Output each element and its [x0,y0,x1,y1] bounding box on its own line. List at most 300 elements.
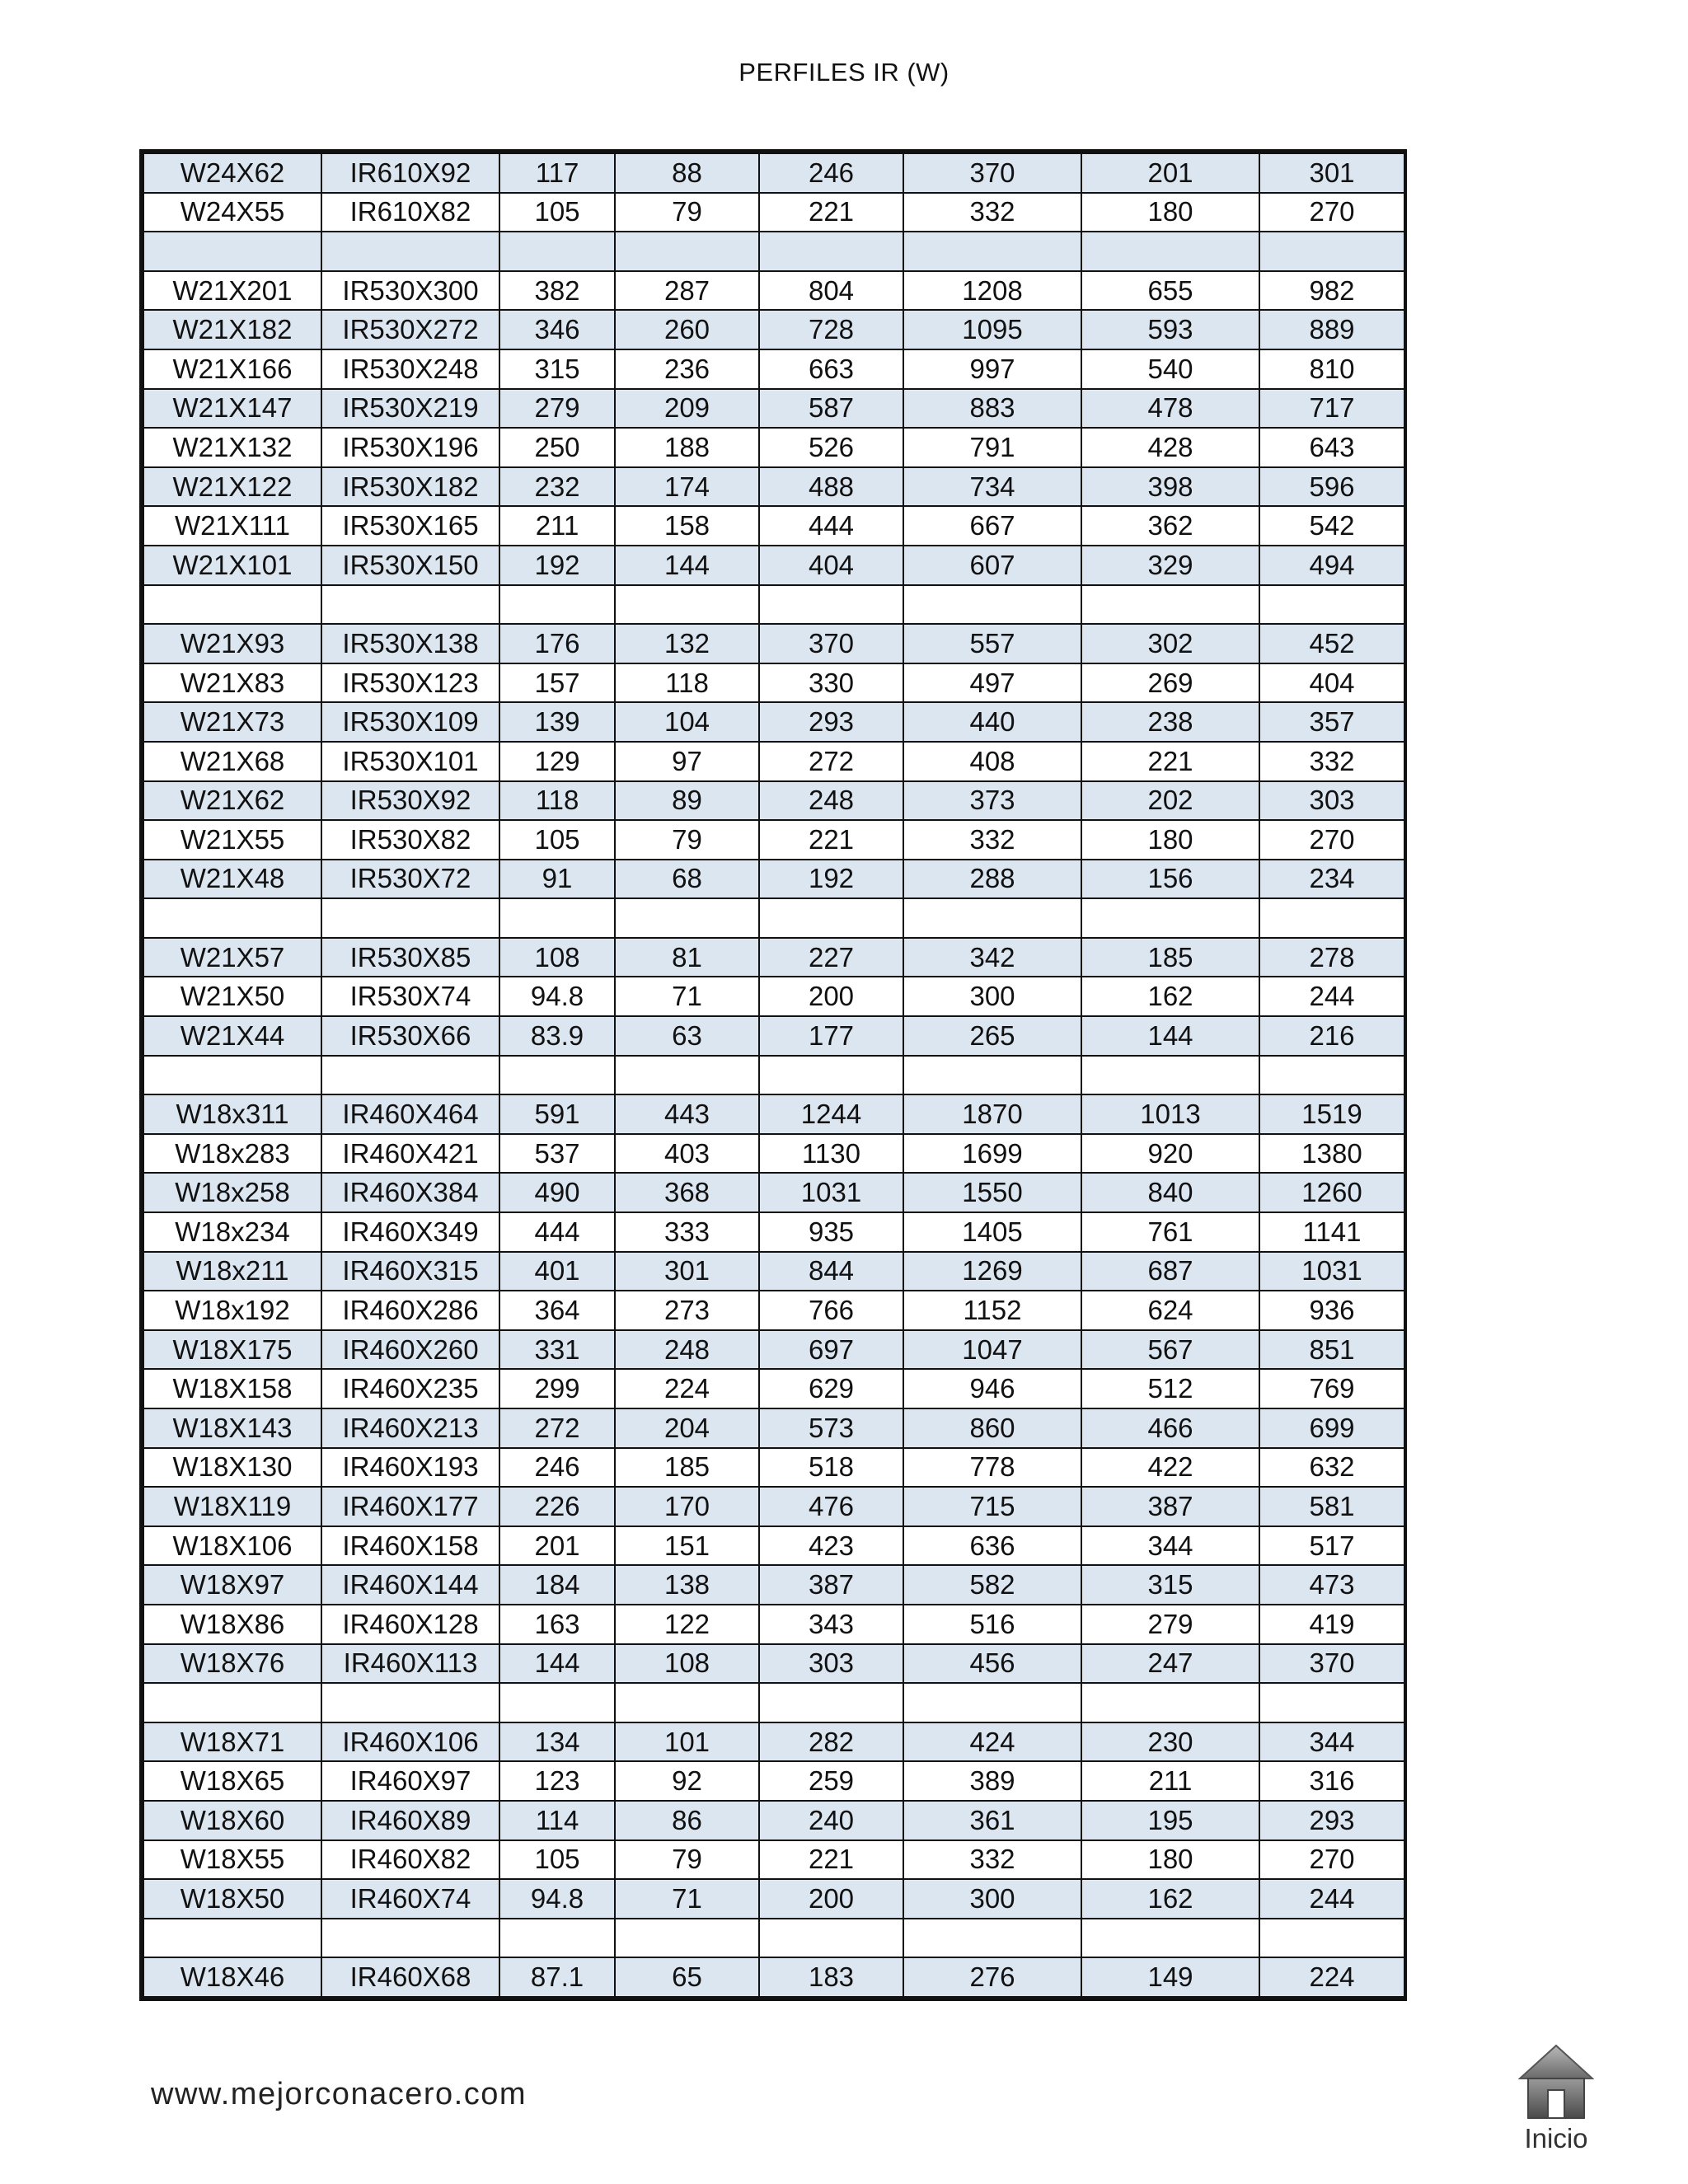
table-spacer-row [143,898,1404,938]
table-cell: 387 [1081,1487,1259,1526]
table-cell: 79 [615,820,759,860]
table-cell: 332 [903,820,1081,860]
table-cell: 79 [615,193,759,232]
table-cell: W21X73 [143,702,321,742]
table-cell: 567 [1081,1330,1259,1370]
table-cell: W24X55 [143,193,321,232]
table-cell: IR530X85 [321,938,499,977]
table-cell: IR460X349 [321,1212,499,1252]
table-cell: 185 [615,1448,759,1488]
table-cell: 183 [759,1957,903,1997]
table-cell: 180 [1081,1840,1259,1880]
table-cell: 176 [499,624,615,663]
table-cell: 108 [615,1644,759,1684]
table-cell: 303 [759,1644,903,1684]
table-cell: 279 [499,389,615,429]
table-cell [759,1919,903,1958]
table-cell: 889 [1259,310,1404,349]
table-cell: 105 [499,193,615,232]
table-cell: 478 [1081,389,1259,429]
table-cell: 92 [615,1761,759,1801]
table-cell: 151 [615,1526,759,1566]
table-row [143,1212,1404,1252]
table-cell [321,1683,499,1722]
table-cell: 272 [499,1408,615,1448]
table-cell [903,898,1081,938]
table-row [143,389,1404,429]
table-cell: W21X68 [143,742,321,781]
table-cell: 88 [615,153,759,193]
table-cell: IR530X74 [321,977,499,1016]
table-cell: 766 [759,1291,903,1330]
table-cell: 185 [1081,938,1259,977]
table-cell [1259,898,1404,938]
table-cell: 97 [615,742,759,781]
table-cell [499,1919,615,1958]
table-cell: IR460X315 [321,1252,499,1291]
table-cell [321,1919,499,1958]
table-cell: 452 [1259,624,1404,663]
table-row [143,1644,1404,1684]
table-cell: 201 [1081,153,1259,193]
table-cell: 516 [903,1605,1081,1644]
table-cell: 180 [1081,193,1259,232]
page-title: PERFILES IR (W) [738,58,950,87]
table-cell: 221 [1081,742,1259,781]
table-cell [1081,898,1259,938]
table-cell: W18X86 [143,1605,321,1644]
table-cell [759,232,903,271]
table-cell: 104 [615,702,759,742]
table-cell: 122 [615,1605,759,1644]
table-cell: 174 [615,467,759,507]
table-cell: 238 [1081,702,1259,742]
table-cell: 94.8 [499,1879,615,1919]
table-cell: 663 [759,349,903,389]
table-cell: IR530X138 [321,624,499,663]
table-cell [903,585,1081,625]
table-cell: 1031 [759,1173,903,1212]
table-cell: 370 [759,624,903,663]
table-cell: 270 [1259,820,1404,860]
table-cell: 329 [1081,546,1259,585]
table-cell: 105 [499,1840,615,1880]
table-cell: 333 [615,1212,759,1252]
table-cell: 332 [1259,742,1404,781]
table-cell: W18x211 [143,1252,321,1291]
table-cell: 935 [759,1212,903,1252]
table-cell: IR460X82 [321,1840,499,1880]
table-cell [759,898,903,938]
table-cell: 587 [759,389,903,429]
table-cell: W18X71 [143,1722,321,1762]
table-row [143,1605,1404,1644]
table-row [143,1801,1404,1840]
table-cell: 269 [1081,663,1259,703]
table-cell: 118 [499,781,615,821]
table-cell: IR460X193 [321,1448,499,1488]
table-row [143,820,1404,860]
table-cell [615,1683,759,1722]
table-cell: 273 [615,1291,759,1330]
table-cell: W21X83 [143,663,321,703]
table-cell: 221 [759,820,903,860]
table-cell: 728 [759,310,903,349]
table-cell: 157 [499,663,615,703]
table-cell: IR530X196 [321,428,499,467]
table-cell: 1380 [1259,1134,1404,1174]
table-row [143,702,1404,742]
table-cell [759,1056,903,1095]
table-cell: 332 [903,193,1081,232]
table-cell: 144 [615,546,759,585]
table-row [143,193,1404,232]
table-cell: W18X60 [143,1801,321,1840]
table-cell: 607 [903,546,1081,585]
table-cell: 248 [759,781,903,821]
table-cell: 188 [615,428,759,467]
table-row [143,742,1404,781]
table-cell: 1260 [1259,1173,1404,1212]
table-cell: 123 [499,1761,615,1801]
table-cell: 315 [1081,1565,1259,1605]
table-cell: 466 [1081,1408,1259,1448]
table-cell: 667 [903,506,1081,546]
table-cell: 278 [1259,938,1404,977]
table-cell [1081,232,1259,271]
table-cell: 1870 [903,1094,1081,1134]
table-cell [759,585,903,625]
table-cell: 404 [1259,663,1404,703]
table-cell: 300 [903,1879,1081,1919]
table-cell: IR530X109 [321,702,499,742]
table-cell: W21X57 [143,938,321,977]
table-cell: W21X93 [143,624,321,663]
table-cell [903,1919,1081,1958]
table-cell: W18X143 [143,1408,321,1448]
table-cell: W18X65 [143,1761,321,1801]
table-cell: 244 [1259,977,1404,1016]
table-cell: 540 [1081,349,1259,389]
table-cell: 370 [903,153,1081,193]
table-cell: 236 [615,349,759,389]
table-cell: 149 [1081,1957,1259,1997]
table-cell: 370 [1259,1644,1404,1684]
table-row [143,860,1404,899]
table-cell: W24X62 [143,153,321,193]
footer-url-link[interactable]: www.mejorconacero.com [151,2077,527,2111]
table-cell: 344 [1081,1526,1259,1566]
table-cell: 272 [759,742,903,781]
table-cell: 1095 [903,310,1081,349]
table-cell: 1013 [1081,1094,1259,1134]
table-cell: 105 [499,820,615,860]
table-cell: 209 [615,389,759,429]
table-cell: W18X46 [143,1957,321,1997]
table-cell: 139 [499,702,615,742]
table-cell: 343 [759,1605,903,1644]
table-cell: IR610X92 [321,153,499,193]
table-cell [321,232,499,271]
table-row [143,1526,1404,1566]
table-cell: 79 [615,1840,759,1880]
table-cell: 211 [1081,1761,1259,1801]
table-cell: IR460X464 [321,1094,499,1134]
table-cell: 170 [615,1487,759,1526]
table-cell: 224 [1259,1957,1404,1997]
table-cell: 1550 [903,1173,1081,1212]
table-cell: 270 [1259,193,1404,232]
table-cell: 810 [1259,349,1404,389]
table-cell: 81 [615,938,759,977]
table-cell: 270 [1259,1840,1404,1880]
table-cell: W21X62 [143,781,321,821]
table-cell: 715 [903,1487,1081,1526]
table-cell: 302 [1081,624,1259,663]
table-cell [1259,1056,1404,1095]
table-cell: W18X130 [143,1448,321,1488]
table-cell: 234 [1259,860,1404,899]
table-cell: 301 [1259,153,1404,193]
table-cell: 227 [759,938,903,977]
table-cell: W21X201 [143,271,321,311]
table-cell: 424 [903,1722,1081,1762]
table-cell: 246 [759,153,903,193]
home-button[interactable] [1515,2042,1597,2154]
table-cell: W18X76 [143,1644,321,1684]
table-cell: 655 [1081,271,1259,311]
table-cell: IR460X177 [321,1487,499,1526]
table-cell: 63 [615,1016,759,1056]
table-cell: 287 [615,271,759,311]
table-cell: 300 [903,977,1081,1016]
table-cell: 456 [903,1644,1081,1684]
table-cell: 221 [759,1840,903,1880]
table-cell: 636 [903,1526,1081,1566]
table-cell: 734 [903,467,1081,507]
table-cell: 162 [1081,1879,1259,1919]
table-cell [499,585,615,625]
table-spacer-row [143,1683,1404,1722]
table-cell: IR460X421 [321,1134,499,1174]
table-cell: 1130 [759,1134,903,1174]
table-cell: 473 [1259,1565,1404,1605]
table-cell [615,1919,759,1958]
table-cell: W18X119 [143,1487,321,1526]
table-cell: 248 [615,1330,759,1370]
table-cell: 997 [903,349,1081,389]
table-cell: 216 [1259,1016,1404,1056]
table-cell: 591 [499,1094,615,1134]
table-row [143,1330,1404,1370]
table-cell: W21X132 [143,428,321,467]
table-row [143,781,1404,821]
table-cell: 138 [615,1565,759,1605]
table-cell: 192 [759,860,903,899]
table-cell: 518 [759,1448,903,1488]
table-cell: 134 [499,1722,615,1762]
table-cell: 860 [903,1408,1081,1448]
table-cell: 596 [1259,467,1404,507]
table-cell: 91 [499,860,615,899]
home-label: Inicio [1524,2123,1588,2154]
table-cell [615,585,759,625]
table-cell: 1208 [903,271,1081,311]
table-cell: 129 [499,742,615,781]
table-row [143,624,1404,663]
table-cell: 265 [903,1016,1081,1056]
table-cell: 259 [759,1761,903,1801]
table-cell: 288 [903,860,1081,899]
table-cell: IR530X219 [321,389,499,429]
table-cell: 387 [759,1565,903,1605]
table-cell: 624 [1081,1291,1259,1330]
table-cell: 162 [1081,977,1259,1016]
table-row [143,1173,1404,1212]
table-cell: 401 [499,1252,615,1291]
table-cell: 293 [1259,1801,1404,1840]
table-cell [499,1683,615,1722]
table-cell: 177 [759,1016,903,1056]
table-cell: 936 [1259,1291,1404,1330]
table-row [143,428,1404,467]
table-cell: W18X158 [143,1369,321,1408]
table-cell: IR530X101 [321,742,499,781]
table-cell [1259,1683,1404,1722]
table-row [143,1840,1404,1880]
table-cell: IR460X384 [321,1173,499,1212]
table-cell: 364 [499,1291,615,1330]
table-cell [1081,1056,1259,1095]
table-cell: 184 [499,1565,615,1605]
table-cell: IR530X72 [321,860,499,899]
table-spacer-row [143,232,1404,271]
table-cell: 697 [759,1330,903,1370]
table-cell: 444 [759,506,903,546]
table-row [143,938,1404,977]
table-cell: 201 [499,1526,615,1566]
table-cell: 542 [1259,506,1404,546]
table-row [143,310,1404,349]
table-cell: 1519 [1259,1094,1404,1134]
table-cell: 373 [903,781,1081,821]
table-cell: IR460X213 [321,1408,499,1448]
table-cell: IR460X235 [321,1369,499,1408]
table-cell: IR460X74 [321,1879,499,1919]
table-cell: 883 [903,389,1081,429]
table-cell [143,898,321,938]
table-cell: 260 [615,310,759,349]
table-cell: 419 [1259,1605,1404,1644]
table-cell: 87.1 [499,1957,615,1997]
table-cell: 101 [615,1722,759,1762]
table-cell [903,232,1081,271]
table-cell: 303 [1259,781,1404,821]
table-cell: 195 [1081,1801,1259,1840]
table-cell: 224 [615,1369,759,1408]
table-cell: 346 [499,310,615,349]
table-cell: 202 [1081,781,1259,821]
table-cell: W21X147 [143,389,321,429]
table-cell: 163 [499,1605,615,1644]
table-cell: 315 [499,349,615,389]
table-cell: 408 [903,742,1081,781]
table-cell: IR460X286 [321,1291,499,1330]
table-cell: IR460X106 [321,1722,499,1762]
table-cell: 851 [1259,1330,1404,1370]
table-cell: 232 [499,467,615,507]
table-cell: 1047 [903,1330,1081,1370]
table-cell: 293 [759,702,903,742]
table-cell: W21X48 [143,860,321,899]
table-cell: 250 [499,428,615,467]
table-cell [1081,1919,1259,1958]
table-cell: 83.9 [499,1016,615,1056]
table-row [143,1879,1404,1919]
table-cell: 490 [499,1173,615,1212]
table-cell: 422 [1081,1448,1259,1488]
table-row [143,663,1404,703]
table-cell: 342 [903,938,1081,977]
table-cell [615,1056,759,1095]
table-cell: W18x234 [143,1212,321,1252]
table-cell: 494 [1259,546,1404,585]
table-row [143,546,1404,585]
table-cell: 537 [499,1134,615,1174]
table-cell: 769 [1259,1369,1404,1408]
table-cell: 132 [615,624,759,663]
table-cell: 68 [615,860,759,899]
table-cell: 332 [903,1840,1081,1880]
table-cell [321,1056,499,1095]
table-cell: 629 [759,1369,903,1408]
table-row [143,1291,1404,1330]
table-cell: 699 [1259,1408,1404,1448]
table-cell: W18X50 [143,1879,321,1919]
table-cell: W21X122 [143,467,321,507]
table-row [143,1448,1404,1488]
table-cell: 440 [903,702,1081,742]
table-cell: 517 [1259,1526,1404,1566]
table-cell: 331 [499,1330,615,1370]
table-cell: 398 [1081,467,1259,507]
table-cell: 1244 [759,1094,903,1134]
table-cell: IR530X82 [321,820,499,860]
table-cell: W21X166 [143,349,321,389]
table-row [143,1565,1404,1605]
table-cell: IR530X150 [321,546,499,585]
table-cell [1259,1919,1404,1958]
table-cell: 301 [615,1252,759,1291]
table-cell: 403 [615,1134,759,1174]
table-cell: 246 [499,1448,615,1488]
table-row [143,1134,1404,1174]
table-row [143,153,1404,193]
table-cell: 71 [615,977,759,1016]
table-cell [903,1056,1081,1095]
table-cell: 404 [759,546,903,585]
table-cell: IR530X92 [321,781,499,821]
table-cell: W18x258 [143,1173,321,1212]
table-cell: IR530X123 [321,663,499,703]
table-row [143,271,1404,311]
table-cell: 86 [615,1801,759,1840]
table-row [143,1487,1404,1526]
table-cell: W21X182 [143,310,321,349]
table-cell: 299 [499,1369,615,1408]
table-cell [143,1919,321,1958]
table-cell: 226 [499,1487,615,1526]
